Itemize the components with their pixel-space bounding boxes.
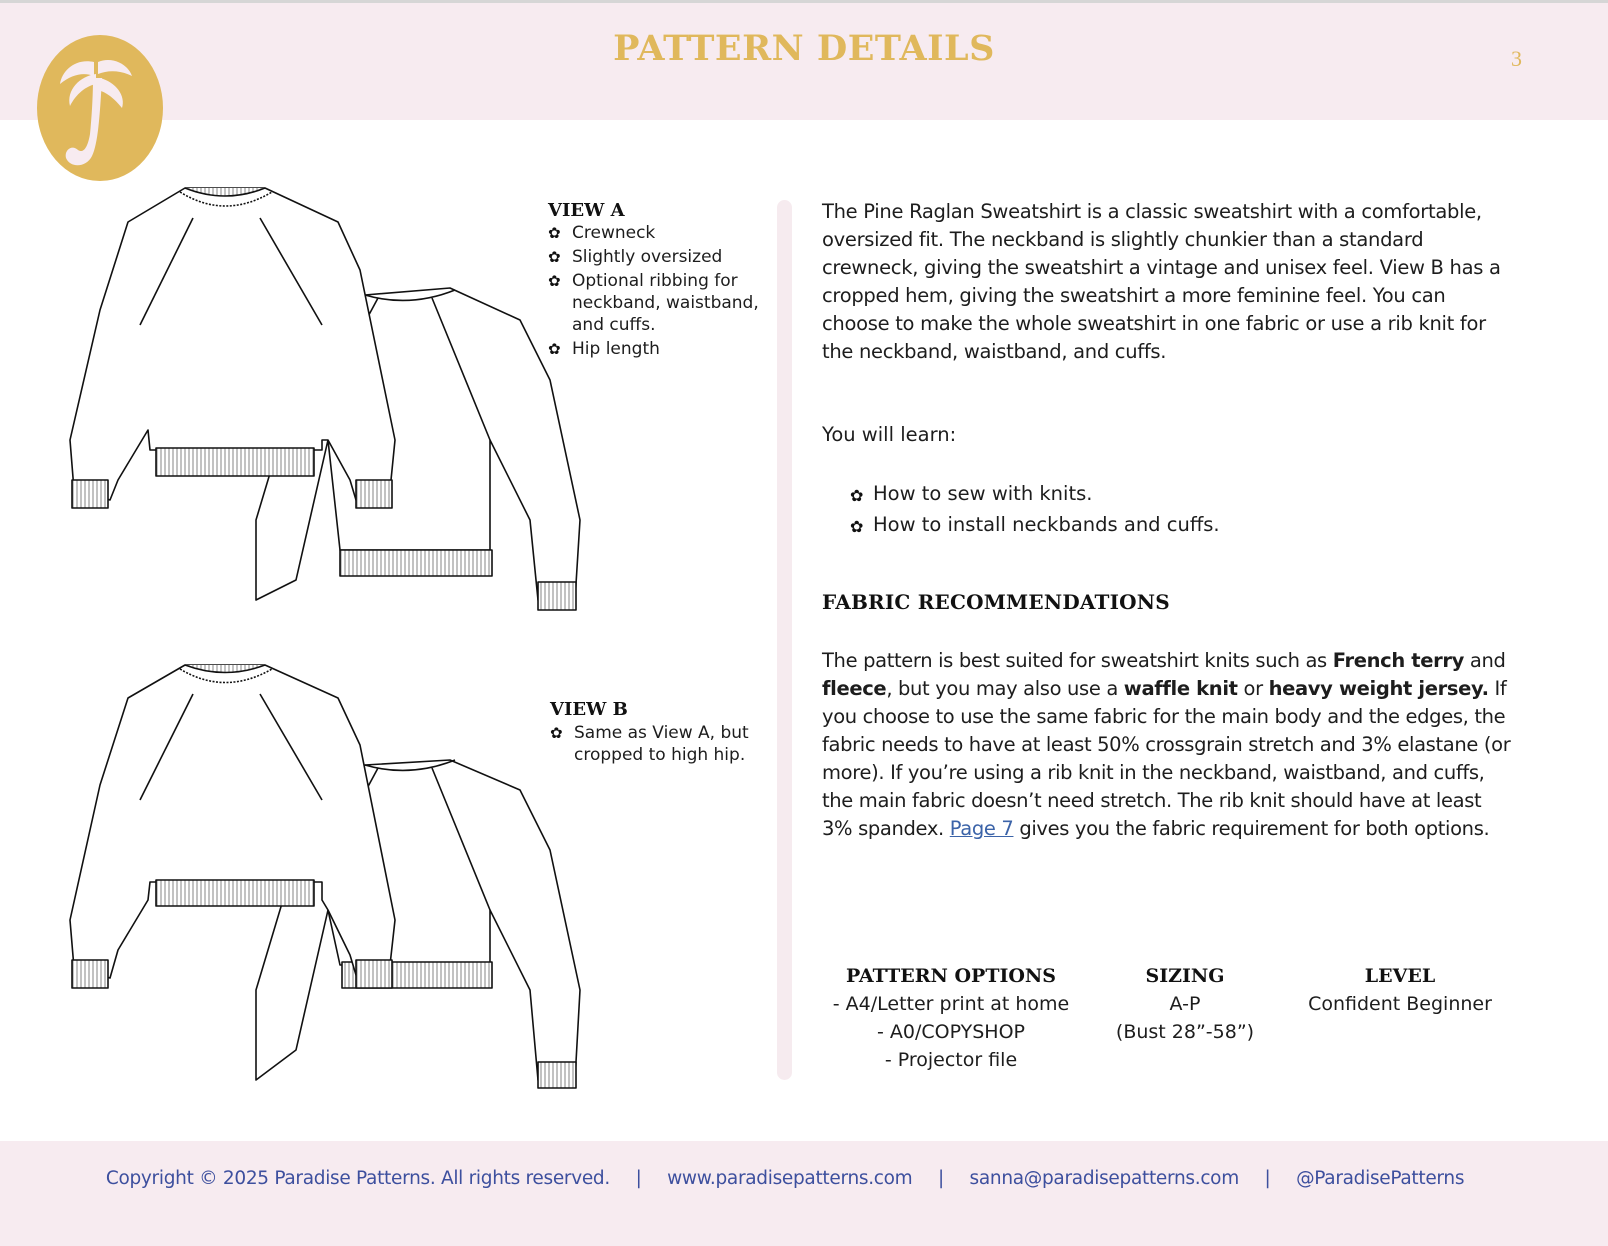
learn-list (850, 478, 1220, 540)
learn-item: ✿ How to sew with knits. (850, 478, 1220, 509)
view-b-illustration (60, 660, 590, 1100)
view-a-feature: ✿ Hip length (548, 339, 660, 359)
page-number: 3 (1511, 46, 1522, 71)
page-7-link[interactable]: Page 7 (949, 817, 1014, 840)
flower-bullet-icon: ✿ (550, 724, 563, 742)
flower-bullet-icon: ✿ (548, 272, 561, 290)
view-a-label: VIEW A (548, 200, 625, 221)
view-a-feature: ✿ Slightly oversized (548, 247, 723, 267)
view-b-label: VIEW B (550, 699, 628, 720)
palm-tree-p-logo-icon (36, 34, 164, 182)
pattern-options-block (812, 962, 1090, 1074)
pattern-option: - Projector file (884, 1049, 1018, 1071)
flower-bullet-icon: ✿ (850, 517, 864, 536)
sizing-title: SIZING (1145, 965, 1225, 987)
view-a-illustration (60, 180, 590, 620)
social-handle[interactable]: @ParadisePatterns (1296, 1168, 1465, 1189)
fabric-name: heavy weight jersey. (1268, 677, 1489, 700)
footer-separator: | (635, 1168, 642, 1189)
view-a-features (548, 222, 773, 362)
website-link[interactable]: www.paradisepatterns.com (667, 1168, 913, 1189)
learn-label: You will learn: (822, 423, 957, 446)
level-block (1285, 962, 1515, 1018)
fabric-paragraph: The pattern is best suited for sweatshirt knits such as French terry and fleece, but you may also use a waffle knit or heavy weight jersey. If you choose to use the same fabric for the main body and the edges, the fabric needs to have at least 50% crossgrain stretch and 3% elastane (or more). If you’re using a rib knit in the neckband, waistband, and cuffs, the main fabric doesn’t need stretch. The rib knit should have at least 3% spandex. Page 7 gives you the fabric requirement for both options. (822, 649, 1511, 840)
footer-separator: | (1264, 1168, 1271, 1189)
view-b-features (550, 722, 775, 768)
size-range: A-P (1169, 993, 1201, 1015)
pattern-option: - A4/Letter print at home (832, 993, 1070, 1015)
view-b-feature: ✿ Same as View A, but cropped to high hip. (550, 723, 749, 765)
view-a-feature: ✿ Optional ribbing for neckband, waistband, and cuffs. (548, 271, 759, 335)
email-link[interactable]: sanna@paradisepatterns.com (969, 1168, 1239, 1189)
bust-range: (Bust 28”-58”) (1115, 1021, 1255, 1043)
flower-bullet-icon: ✿ (850, 486, 864, 505)
pattern-option: - A0/COPYSHOP (876, 1021, 1025, 1043)
fabric-name: French terry (1332, 649, 1465, 672)
sizing-block (1100, 962, 1270, 1046)
footer (0, 1168, 1570, 1189)
flower-bullet-icon: ✿ (548, 340, 561, 358)
level-value: Confident Beginner (1308, 993, 1492, 1015)
fabric-name: fleece (822, 677, 887, 700)
level-title: LEVEL (1364, 965, 1436, 987)
fabric-heading: FABRIC RECOMMENDATIONS (822, 590, 1170, 614)
view-a-feature: ✿ Crewneck (548, 223, 656, 243)
flower-bullet-icon: ✿ (548, 248, 561, 266)
flower-bullet-icon: ✿ (548, 224, 561, 242)
footer-separator: | (938, 1168, 944, 1189)
learn-item: ✿ How to install neckbands and cuffs. (850, 509, 1220, 540)
intro-paragraph: The Pine Raglan Sweatshirt is a classic sweatshirt with a comfortable, oversized fit. The neckband is slightly chunkier than a standard crewneck, giving the sweatshirt a vintage and unisex feel. View B has a cropped hem, giving the sweatshirt a more feminine feel. You can choose to make the whole sweatshirt in one fabric or use a rib knit for the neckband, waistband, and cuffs. (822, 200, 1501, 363)
pattern-options-title: PATTERN OPTIONS (846, 965, 1056, 987)
fabric-name: waffle knit (1123, 677, 1238, 700)
column-divider (777, 200, 792, 1080)
footer-band (0, 1141, 1608, 1246)
page-title: PATTERN DETAILS (613, 28, 995, 69)
copyright: Copyright © 2025 Paradise Patterns. All rights reserved. (105, 1168, 610, 1189)
